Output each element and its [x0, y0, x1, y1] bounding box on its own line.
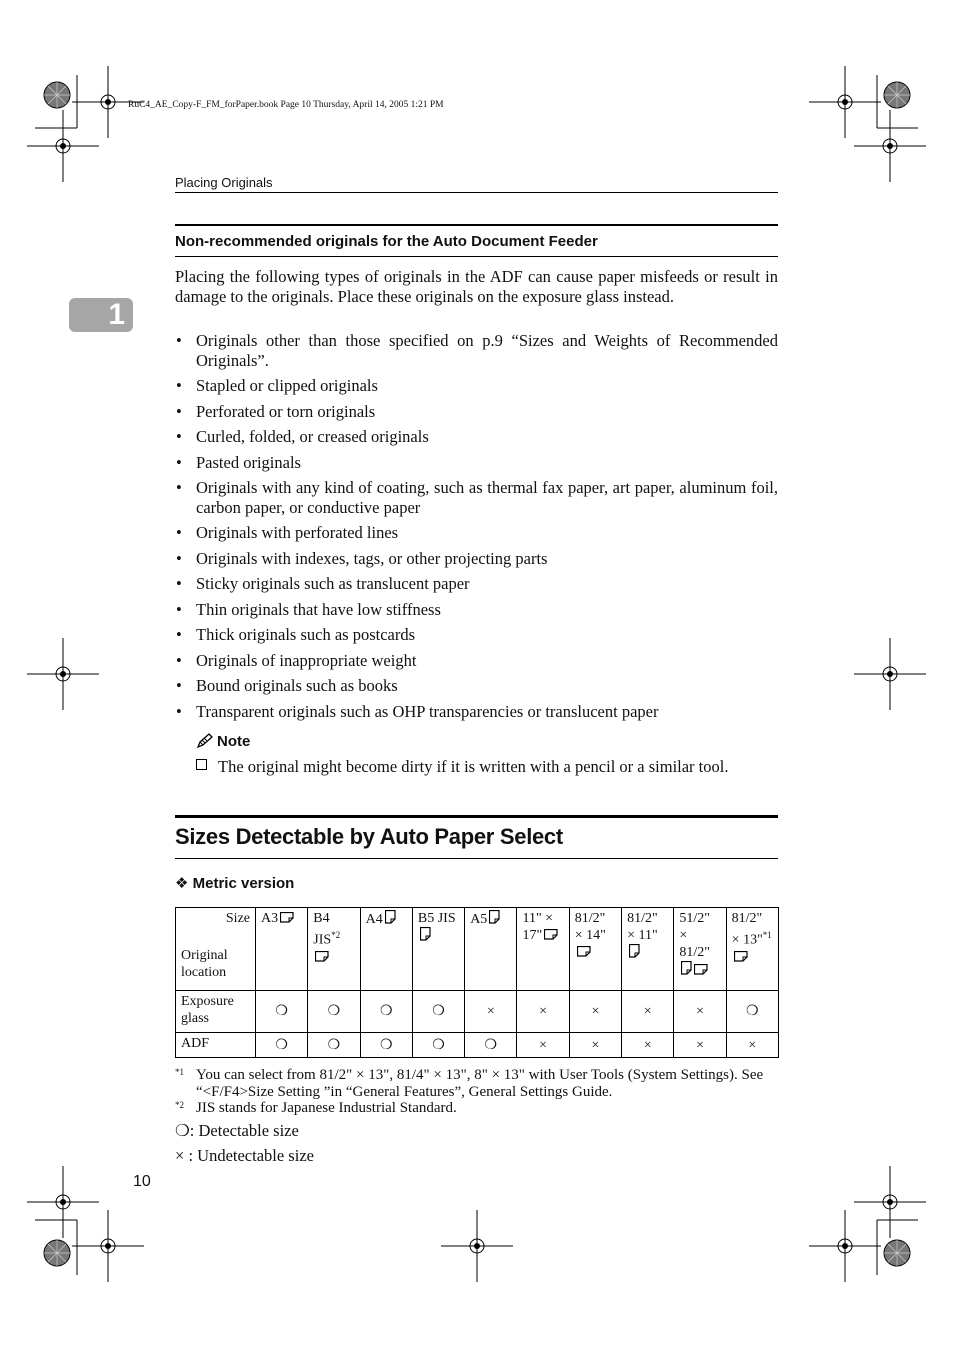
landscape-paper-icon	[544, 929, 558, 940]
list-item: • Stapled or clipped originals	[176, 376, 378, 395]
column-label: A5	[470, 912, 488, 927]
undetectable-icon: ×	[175, 1146, 185, 1165]
column-header	[465, 908, 517, 991]
section-heading: Sizes Detectable by Auto Paper Select	[175, 824, 563, 849]
heading-rule-bottom	[175, 858, 778, 859]
footnote: *2 JIS stands for Japanese Industrial Standard.	[175, 1100, 457, 1116]
list-item: • Originals other than those specified on p.9 “Sizes and Weights of Recommended Originals”.	[176, 331, 778, 370]
list-item: • Originals with indexes, tags, or other projecting parts	[176, 548, 548, 568]
legend-detectable: ❍: Detectable size	[175, 1121, 299, 1140]
column-header	[412, 908, 464, 991]
header-rule	[175, 192, 778, 193]
table-cell: ❍	[360, 1033, 412, 1058]
table-cell: ×	[622, 1033, 674, 1058]
portrait-paper-icon	[489, 910, 500, 924]
column-label: 51/2" × 81/2"	[679, 911, 710, 960]
note-heading	[196, 733, 250, 750]
list-item: • Thick originals such as postcards	[176, 625, 416, 644]
note-text: The original might become dirty if it is written with a pencil or a similar tool.	[218, 757, 729, 776]
list-item: • Originals of inappropriate weight	[176, 650, 417, 670]
legend-undetectable: × : Undetectable size	[175, 1146, 314, 1165]
heading-rule-top	[175, 815, 778, 818]
table-row	[176, 991, 779, 1033]
table-cell: ×	[517, 1033, 569, 1058]
table-cell: ❍	[256, 991, 308, 1033]
table-row	[176, 1033, 779, 1058]
detectable-icon: ❍	[175, 1121, 190, 1140]
intro-paragraph: Placing the following types of originals in the ADF can cause paper misfeeds or result in damage to the originals. Place these originals on the exposure glass instead.	[175, 267, 778, 306]
list-item: • Bound originals such as books	[176, 676, 398, 695]
column-label: A3	[261, 911, 279, 926]
table-cell: ×	[465, 991, 517, 1033]
column-header	[256, 908, 308, 991]
table-cell: ❍	[412, 1033, 464, 1058]
column-header	[622, 908, 674, 991]
table-cell: ×	[569, 1033, 621, 1058]
chapter-tab: 1	[69, 298, 133, 332]
table-cell: ×	[517, 991, 569, 1033]
table-cell: ×	[622, 991, 674, 1033]
subheading-rule	[175, 256, 778, 257]
metric-heading: ❖ Metric version	[175, 875, 295, 892]
footnote-mark: *1	[762, 930, 772, 940]
landscape-paper-icon	[280, 912, 294, 923]
landscape-paper-icon	[694, 964, 708, 975]
column-header	[308, 908, 360, 991]
portrait-paper-icon	[420, 927, 431, 941]
page-number: 10	[133, 1173, 151, 1190]
column-header	[674, 908, 726, 991]
list-item: • Sticky originals such as translucent paper	[176, 574, 470, 593]
portrait-paper-icon	[681, 961, 692, 975]
landscape-paper-icon	[577, 946, 591, 957]
table-cell: ❍	[360, 991, 412, 1033]
table-cell: ❍	[412, 991, 464, 1033]
note-label: Note	[217, 733, 251, 750]
portrait-paper-icon	[629, 944, 640, 958]
list-item: • Curled, folded, or creased originals	[176, 427, 429, 446]
subheading: Non-recommended originals for the Auto Document Feeder	[175, 224, 778, 250]
corner-cell: Size Original location	[176, 908, 256, 991]
checkbox-icon	[196, 759, 207, 770]
column-label: B4 JIS	[313, 911, 332, 948]
table-cell: ×	[569, 991, 621, 1033]
column-header	[569, 908, 621, 991]
column-label: 11" × 17"	[522, 911, 554, 943]
column-header	[360, 908, 412, 991]
table-cell: ❍	[308, 991, 360, 1033]
list-item: • Transparent originals such as OHP transparencies or translucent paper	[176, 701, 659, 721]
column-label: 81/2" × 11"	[627, 911, 658, 943]
table-cell: ×	[674, 1033, 726, 1058]
row-header: ADF	[176, 1033, 256, 1058]
column-label: B5 JIS	[417, 911, 456, 926]
table-cell: ×	[674, 991, 726, 1033]
list-item: • Perforated or torn originals	[176, 401, 376, 421]
column-label: 81/2" × 14"	[574, 911, 606, 943]
row-header: Exposure glass	[176, 991, 256, 1033]
list-item: • Originals with any kind of coating, such as thermal fax paper, art paper, aluminum foil, carbon paper, or conductive paper	[176, 478, 778, 517]
footnote: *1 You can select from 81/2" × 13", 81/4" × 13", 8" × 13" with User Tools (System Settings). See “<F/F4>Size Setting ”in “General Features”, General Settings Guide.	[175, 1067, 764, 1100]
landscape-paper-icon	[315, 951, 329, 962]
landscape-paper-icon	[734, 951, 748, 962]
column-label: 81/2" × 13"	[731, 911, 763, 948]
bullet-list	[175, 331, 778, 727]
portrait-paper-icon	[385, 910, 396, 924]
table-cell: ❍	[308, 1033, 360, 1058]
list-item: • Originals with perforated lines	[176, 523, 399, 542]
pencil-icon	[196, 733, 214, 749]
table-cell: ❍	[726, 991, 778, 1033]
column-header	[517, 908, 569, 991]
diamond-icon: ❖	[175, 875, 189, 892]
note-item	[196, 757, 778, 777]
column-label: A4	[365, 912, 383, 927]
list-item: • Thin originals that have low stiffness	[176, 599, 441, 619]
file-header: RuC4_AE_Copy-F_FM_forPaper.book Page 10 Thursday, April 14, 2005 1:21 PM	[128, 100, 444, 110]
table-cell: ×	[726, 1033, 778, 1058]
footnote-mark: *2	[331, 930, 341, 940]
sizes-table	[175, 907, 779, 1058]
table-cell: ❍	[256, 1033, 308, 1058]
table-header-row	[176, 908, 779, 991]
running-header: Placing Originals	[175, 175, 273, 190]
table-cell: ❍	[465, 1033, 517, 1058]
column-header	[726, 908, 778, 991]
list-item: • Pasted originals	[176, 452, 301, 472]
